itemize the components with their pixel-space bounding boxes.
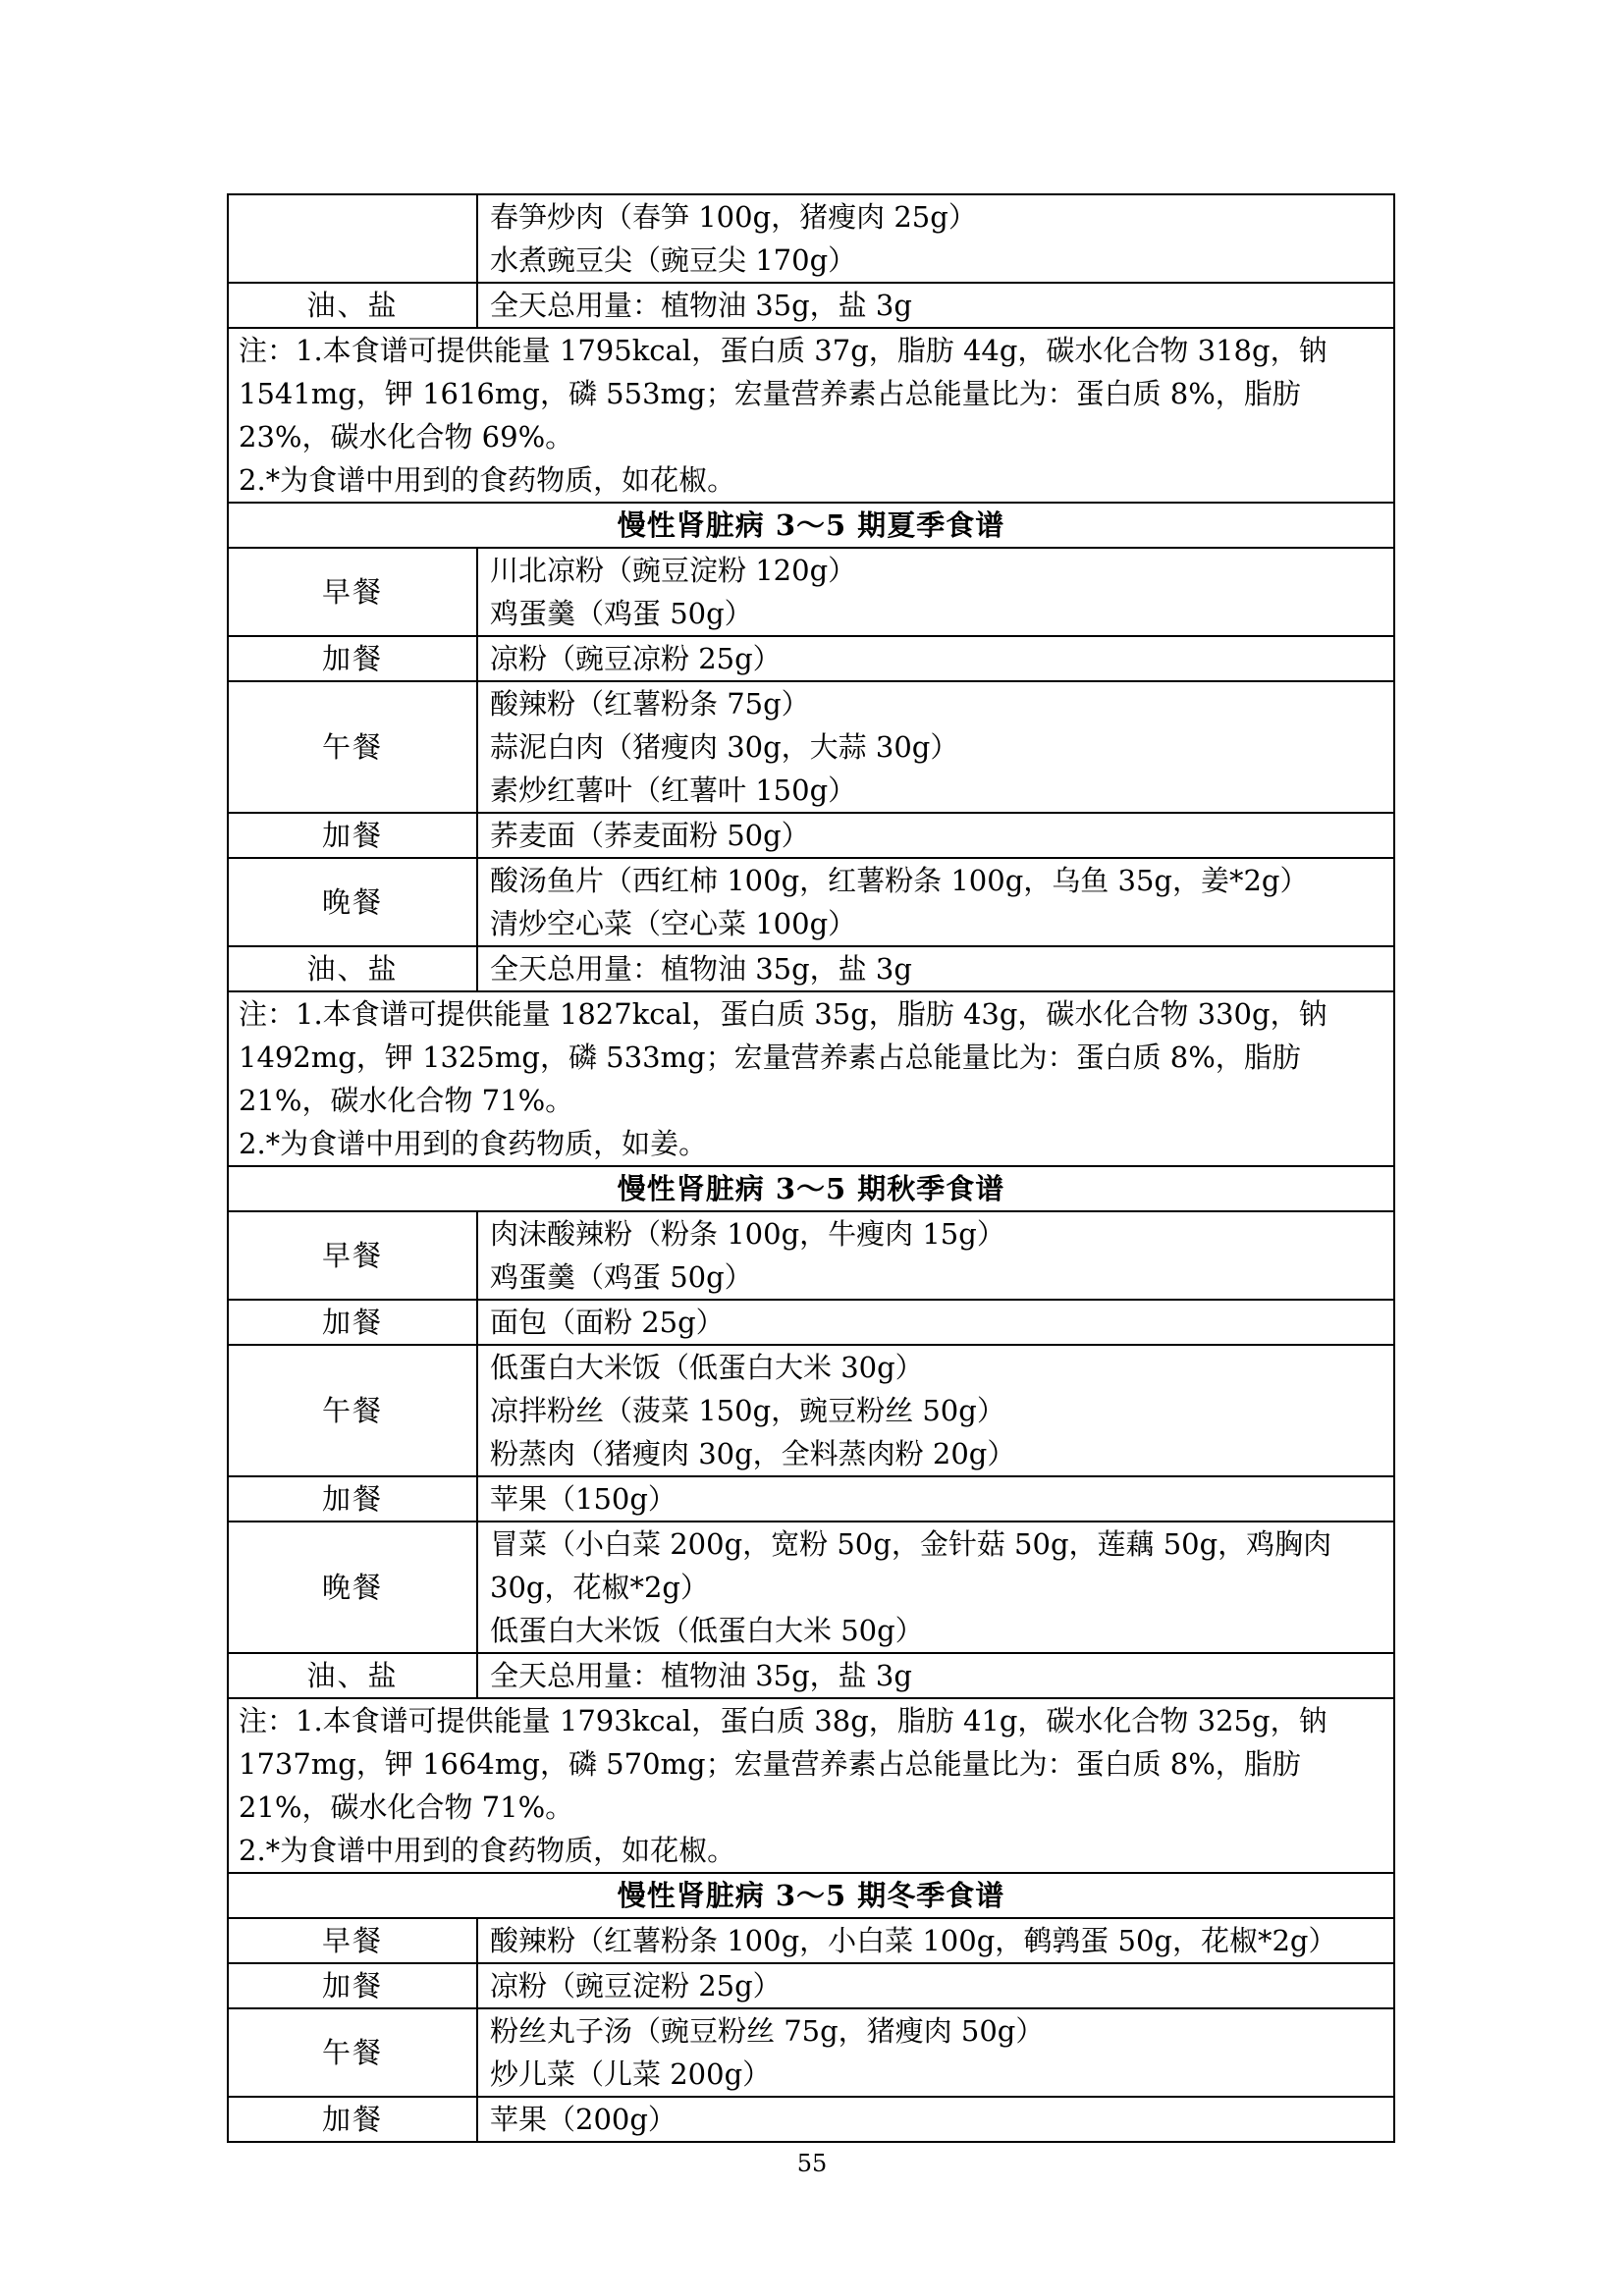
dish-line: 炒儿菜（儿菜 200g） <box>490 2057 772 2091</box>
table-row <box>228 1963 1394 2008</box>
meal-items <box>477 1476 1394 1522</box>
meal-label: 加餐 <box>228 2097 477 2142</box>
dish-line: 面包（面粉 25g） <box>490 1306 725 1339</box>
section-title: 慢性肾脏病 3～5 期冬季食谱 <box>228 1873 1394 1918</box>
meal-items <box>477 946 1394 991</box>
dish-line: 凉粉（豌豆凉粉 25g） <box>490 642 782 675</box>
meal-items <box>477 1211 1394 1300</box>
meal-label: 加餐 <box>228 1963 477 2008</box>
meal-label: 油、盐 <box>228 283 477 328</box>
note-line: 注：1.本食谱可提供能量 1793kcal，蛋白质 38g，脂肪 41g，碳水化合物 325g，钠 1737mg，钾 1664mg，磷 570mg；宏量营养素占总能量比为：蛋白质 8%，脂肪 21%，碳水化合物 71%。 <box>239 1704 1327 1824</box>
dish-line: 凉粉（豌豆淀粉 25g） <box>490 1969 782 2002</box>
table-row <box>228 1300 1394 1345</box>
section-row <box>228 503 1394 548</box>
meal-label: 早餐 <box>228 548 477 636</box>
nutrition-note <box>228 991 1394 1166</box>
table-row <box>228 1918 1394 1963</box>
dish-line: 全天总用量：植物油 35g，盐 3g <box>490 1659 912 1692</box>
meal-label: 早餐 <box>228 1211 477 1300</box>
nutrition-note <box>228 328 1394 503</box>
table-row <box>228 1476 1394 1522</box>
table-row <box>228 2008 1394 2097</box>
table-row <box>228 283 1394 328</box>
dish-line: 粉丝丸子汤（豌豆粉丝 75g，猪瘦肉 50g） <box>490 2014 1045 2048</box>
table-row <box>228 2097 1394 2142</box>
dish-line: 水煮豌豆尖（豌豆尖 170g） <box>490 243 857 277</box>
meal-items <box>477 813 1394 858</box>
dish-line: 春笋炒肉（春笋 100g，猪瘦肉 25g） <box>490 200 977 234</box>
table-row <box>228 1211 1394 1300</box>
meal-items <box>477 1345 1394 1476</box>
note-line: 2.*为食谱中用到的食药物质，如花椒。 <box>239 463 736 497</box>
table-row <box>228 1522 1394 1653</box>
meal-label <box>228 194 477 283</box>
table-row <box>228 858 1394 946</box>
table-row <box>228 1345 1394 1476</box>
meal-label: 早餐 <box>228 1918 477 1963</box>
meal-label: 午餐 <box>228 681 477 813</box>
meal-items <box>477 1300 1394 1345</box>
nutrition-note <box>228 1698 1394 1873</box>
dish-line: 荞麦面（荞麦面粉 50g） <box>490 819 810 852</box>
note-line: 2.*为食谱中用到的食药物质，如花椒。 <box>239 1834 736 1867</box>
table-row <box>228 681 1394 813</box>
meal-label: 午餐 <box>228 2008 477 2097</box>
meal-items <box>477 681 1394 813</box>
meal-items <box>477 2008 1394 2097</box>
meal-label: 加餐 <box>228 1300 477 1345</box>
section-title: 慢性肾脏病 3～5 期秋季食谱 <box>228 1166 1394 1211</box>
meal-items <box>477 194 1394 283</box>
dish-line: 低蛋白大米饭（低蛋白大米 30g） <box>490 1351 924 1384</box>
meal-items <box>477 283 1394 328</box>
dish-line: 川北凉粉（豌豆淀粉 120g） <box>490 554 857 587</box>
meal-items <box>477 1918 1394 1963</box>
dish-line: 酸辣粉（红薯粉条 100g，小白菜 100g，鹌鹑蛋 50g，花椒*2g） <box>490 1924 1337 1957</box>
dish-line: 苹果（200g） <box>490 2103 677 2136</box>
meal-items <box>477 1522 1394 1653</box>
dish-line: 素炒红薯叶（红薯叶 150g） <box>490 774 857 807</box>
section-row <box>228 1166 1394 1211</box>
meal-label: 加餐 <box>228 1476 477 1522</box>
dish-line: 全天总用量：植物油 35g，盐 3g <box>490 952 912 986</box>
meal-label: 加餐 <box>228 636 477 681</box>
dish-line: 粉蒸肉（猪瘦肉 30g，全料蒸肉粉 20g） <box>490 1437 1016 1470</box>
table-row <box>228 194 1394 283</box>
meal-items <box>477 636 1394 681</box>
dish-line: 蒜泥白肉（猪瘦肉 30g，大蒜 30g） <box>490 730 959 764</box>
dish-line: 冒菜（小白菜 200g，宽粉 50g，金针菇 50g，莲藕 50g，鸡胸肉 30g，花椒*2g） <box>490 1527 1332 1604</box>
section-title: 慢性肾脏病 3～5 期夏季食谱 <box>228 503 1394 548</box>
meal-items <box>477 1653 1394 1698</box>
page-number: 55 <box>796 2150 828 2177</box>
note-row <box>228 1698 1394 1873</box>
meal-items <box>477 1963 1394 2008</box>
table-row <box>228 548 1394 636</box>
dish-line: 酸汤鱼片（西红柿 100g，红薯粉条 100g，乌鱼 35g，姜*2g） <box>490 864 1309 897</box>
dish-line: 苹果（150g） <box>490 1482 677 1516</box>
recipe-table <box>227 193 1395 2143</box>
dish-line: 鸡蛋羹（鸡蛋 50g） <box>490 597 753 630</box>
table-row <box>228 1653 1394 1698</box>
note-line: 注：1.本食谱可提供能量 1795kcal，蛋白质 37g，脂肪 44g，碳水化合物 318g，钠 1541mg，钾 1616mg，磷 553mg；宏量营养素占总能量比为：蛋白质 8%，脂肪 23%，碳水化合物 69%。 <box>239 334 1327 454</box>
section-row <box>228 1873 1394 1918</box>
dish-line: 酸辣粉（红薯粉条 75g） <box>490 687 810 721</box>
dish-line: 低蛋白大米饭（低蛋白大米 50g） <box>490 1614 924 1647</box>
dish-line: 鸡蛋羹（鸡蛋 50g） <box>490 1260 753 1294</box>
meal-label: 晚餐 <box>228 1522 477 1653</box>
note-line: 2.*为食谱中用到的食药物质，如姜。 <box>239 1127 708 1160</box>
note-line: 注：1.本食谱可提供能量 1827kcal，蛋白质 35g，脂肪 43g，碳水化合物 330g，钠 1492mg，钾 1325mg，磷 533mg；宏量营养素占总能量比为：蛋白质 8%，脂肪 21%，碳水化合物 71%。 <box>239 997 1327 1117</box>
meal-label: 油、盐 <box>228 1653 477 1698</box>
dish-line: 肉沫酸辣粉（粉条 100g，牛瘦肉 15g） <box>490 1217 1005 1251</box>
meal-label: 晚餐 <box>228 858 477 946</box>
table-row <box>228 636 1394 681</box>
meal-label: 加餐 <box>228 813 477 858</box>
meal-items <box>477 858 1394 946</box>
note-row <box>228 991 1394 1166</box>
table-row <box>228 946 1394 991</box>
dish-line: 清炒空心菜（空心菜 100g） <box>490 907 857 940</box>
meal-items <box>477 548 1394 636</box>
table-row <box>228 813 1394 858</box>
meal-label: 油、盐 <box>228 946 477 991</box>
meal-items <box>477 2097 1394 2142</box>
dish-line: 凉拌粉丝（菠菜 150g，豌豆粉丝 50g） <box>490 1394 1005 1427</box>
note-row <box>228 328 1394 503</box>
dish-line: 全天总用量：植物油 35g，盐 3g <box>490 289 912 322</box>
meal-label: 午餐 <box>228 1345 477 1476</box>
